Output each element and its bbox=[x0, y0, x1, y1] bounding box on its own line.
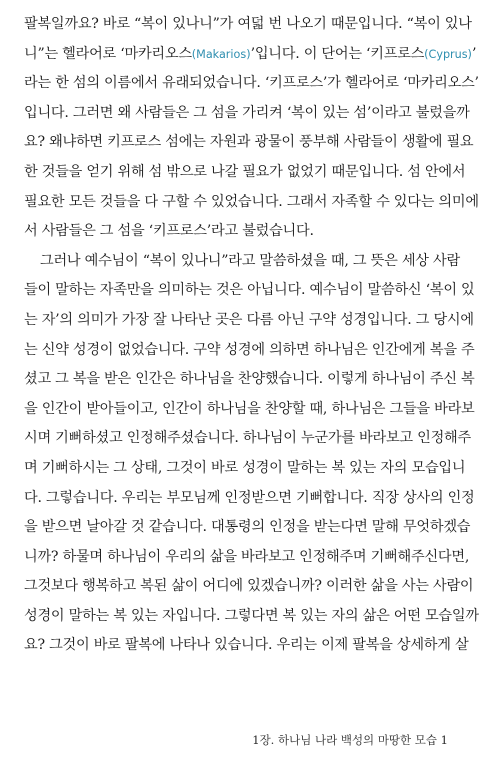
text-line: 필요한 모든 것들을 다 구할 수 있었습니다. 그래서 자족할 수 있다는 의미에 bbox=[24, 193, 479, 210]
text-line: 요? 왜냐하면 키프로스 섬에는 자원과 광물이 풍부해 사람들이 생활에 필요 bbox=[24, 134, 474, 151]
text-line: 는 자’의 의미가 가장 잘 나타난 곳은 다름 아닌 구약 성경입니다. 그 당시에 bbox=[24, 311, 474, 328]
text-line: 그것보다 행복하고 복된 삶이 어디에 있겠습니까? 이러한 삶을 사는 사람이 bbox=[24, 578, 474, 595]
text-line: 들이 말하는 자족만을 의미하는 것은 아닙니다. 예수님이 말씀하신 ‘복이 있 bbox=[24, 282, 475, 299]
text-line: 니까? 하물며 하나님이 우리의 삶을 바라보고 인정해주며 기뻐해주신다면, bbox=[24, 548, 470, 565]
text-line: 을 인간이 받아들이고, 인간이 하나님을 찬양할 때, 하나님은 그들을 바라보 bbox=[24, 400, 475, 417]
text-line: 한 것들을 얻기 위해 섬 밖으로 나갈 필요가 없었기 때문입니다. 섬 안에서 bbox=[24, 163, 466, 180]
text-line: 며 기뻐하시는 그 상태, 그것이 바로 성경이 말하는 복 있는 자의 모습입니 bbox=[24, 459, 466, 476]
paragraph-1 bbox=[24, 10, 479, 247]
text-line: 다. 그렇습니다. 우리는 부모님께 인정받으면 기뻐합니다. 직장 상사의 인정 bbox=[24, 489, 475, 506]
text-fragment: 니”는 헬라어로 ‘마카리오스 bbox=[24, 45, 192, 62]
text-line: 서 사람들은 그 섬을 ‘키프로스’라고 불렀습니다. bbox=[24, 223, 314, 240]
text-line: 팔복일까요? 바로 “복이 있나니”가 여덟 번 나오기 때문입니다. “복이 있나 bbox=[24, 16, 472, 32]
text-line: 셨고 그 복을 받은 인간은 하나님을 찬양했습니다. 이렇게 하나님이 주신 복 bbox=[24, 371, 475, 388]
text-line: 입니다. 그러면 왜 사람들은 그 섬을 가리켜 ‘복이 있는 섬’이라고 불렀을까 bbox=[24, 104, 470, 121]
document-page bbox=[24, 10, 479, 730]
text-line: 시며 기뻐하셨고 인정해주셨습니다. 하나님이 누군가를 바라보고 인정해주 bbox=[24, 430, 471, 447]
text-line: 라는 한 섬의 이름에서 유래되었습니다. ‘키프로스’가 헬라어로 ‘마카리오스’ bbox=[24, 75, 479, 92]
text-fragment: ’ bbox=[471, 45, 477, 62]
text-line: 요? 그것이 바로 팔복에 나타나 있습니다. 우리는 이제 팔복을 상세하게 살 bbox=[24, 637, 469, 654]
text-line: 성경이 말하는 복 있는 자입니다. 그렇다면 복 있는 자의 삶은 어떤 모습일까 bbox=[24, 607, 479, 624]
text-line bbox=[24, 40, 477, 70]
text-line: 그러나 예수님이 “복이 있나니”라고 말씀하셨을 때, 그 뜻은 세상 사람 bbox=[40, 252, 460, 269]
text-fragment: ’입니다. 이 단어는 ‘키프로스 bbox=[250, 45, 425, 62]
page-footer: 1장. 하나님 나라 백성의 마땅한 모습 1 bbox=[252, 733, 448, 747]
text-line: 을 받으면 날아갈 것 같습니다. 대통령의 인정을 받는다면 말해 무엇하겠습 bbox=[24, 519, 471, 536]
paragraph-2 bbox=[24, 247, 479, 661]
text-line: 는 신약 성경이 없었습니다. 구약 성경에 의하면 하나님은 인간에게 복을 주 bbox=[24, 341, 475, 358]
romanized-term: (Cyprus) bbox=[424, 47, 472, 61]
romanized-term: (Makarios) bbox=[191, 47, 251, 61]
